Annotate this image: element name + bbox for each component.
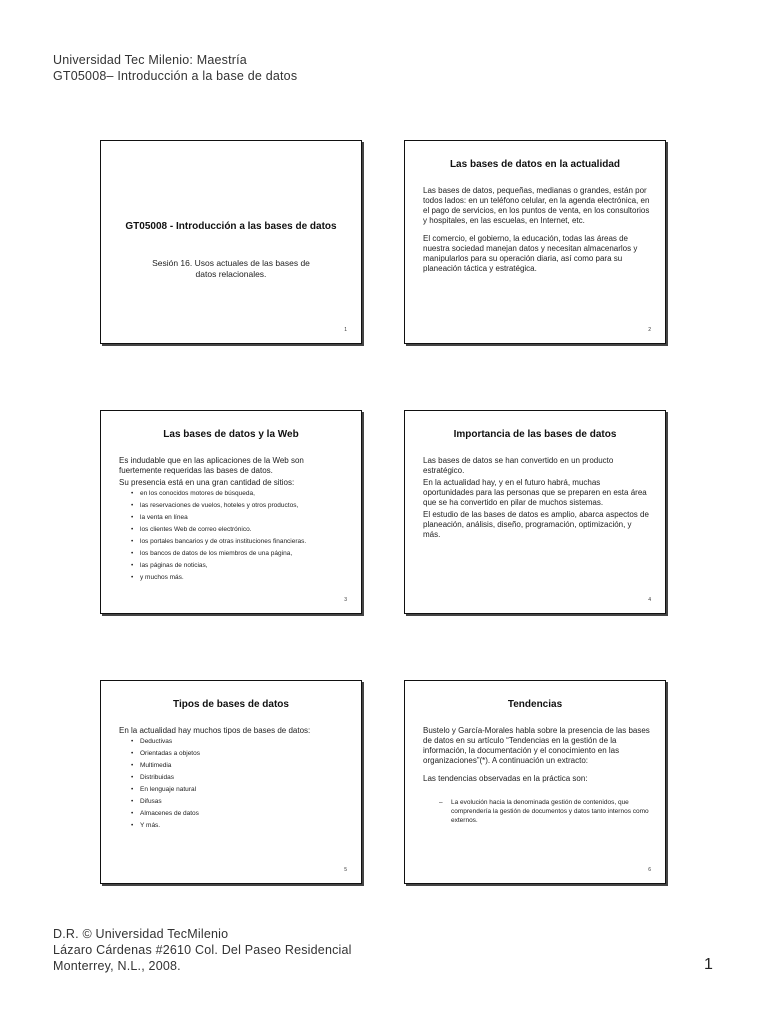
list-item: • la venta en línea [131,514,347,522]
slide-title: Las bases de datos y la Web [163,429,299,440]
slide-body [423,726,651,825]
slide-paragraph: Las tendencias observadas en la práctica son: [423,774,588,783]
slide-number: 6 [648,867,651,873]
slide-number: 1 [344,327,347,333]
slide-paragraph: Su presencia está en una gran cantidad de sitios: [119,478,295,487]
slide-2 [404,140,666,344]
dash-list [439,798,651,825]
page-header [53,52,297,84]
list-item: • las reservaciones de vuelos, hoteles y otros productos, [131,502,347,510]
list-item: • los bancos de datos de los miembros de una página, [131,550,347,558]
slide-subtitle: Sesión 16. Usos actuales de las bases de datos relacionales. [152,258,310,279]
footer-line-2: Lázaro Cárdenas #2610 Col. Del Paseo Residencial [53,943,352,957]
slide-number: 4 [648,597,651,603]
header-line-1: Universidad Tec Milenio: Maestría [53,53,247,67]
slide-paragraph: El comercio, el gobierno, la educación, todas las áreas de nuestra sociedad manejan datos y necesitan almacenarlos y manipularlos para su operación diaria, así como para su planeación táctica y estratégica. [423,234,638,273]
list-item: • Distribuidas [131,774,347,782]
slide-body [423,456,651,542]
list-item: • En lenguaje natural [131,786,347,794]
list-item: • Y más. [131,822,347,830]
slide-title: Importancia de las bases de datos [453,429,617,440]
slide-body [423,186,651,276]
footer-line-1: D.R. © Universidad TecMilenio [53,927,229,941]
slide-paragraph: En la actualidad hay, y en el futuro habrá, muchas oportunidades para las personas que se preparen en esta área que se ha convertido en pilar de muchos sistemas. [423,478,647,507]
slide-1 [100,140,362,344]
list-item: • Orientadas a objetos [131,750,347,758]
page-number: 1 [704,956,713,973]
slide-paragraph: Las bases de datos, pequeñas, medianas o grandes, están por todos lados: en un teléfono celular, en la agenda electrónica, en el pago de servicios, en los puntos de venta, en los consultorios y hospitales, en las escuelas, en Internet, etc. [423,186,650,225]
slide-body [119,726,347,834]
slide-number: 3 [344,597,347,603]
slide-4 [404,410,666,614]
slide-6 [404,680,666,884]
bullet-list [131,738,347,830]
slide-title: GT05008 - Introducción a las bases de datos [125,221,337,232]
list-item: • en los conocidos motores de búsqueda, [131,490,347,498]
list-item: • las páginas de noticias, [131,562,347,570]
bullet-list [131,490,347,582]
slide-title: Tipos de bases de datos [173,699,289,710]
footer-line-3: Monterrey, N.L., 2008. [53,959,181,973]
slide-title: Las bases de datos en la actualidad [449,159,621,170]
list-item: • Almacenes de datos [131,810,347,818]
slide-paragraph: En la actualidad hay muchos tipos de bases de datos: [119,726,311,735]
slide-3 [100,410,362,614]
slide-paragraph: Las bases de datos se han convertido en un producto estratégico. [423,456,614,475]
slide-body [119,456,347,586]
list-item: • los portales bancarios y de otras instituciones financieras. [131,538,347,546]
slide-paragraph: El estudio de las bases de datos es amplio, abarca aspectos de planeación, análisis, diseño, programación, optimización, y más. [423,510,649,539]
list-item: – La evolución hacia la denominada gestión de contenidos, que comprendería la gestión de documentos y datos tanto internos como externos. [439,798,651,825]
slide-number: 2 [648,327,651,333]
slide-paragraph: Es indudable que en las aplicaciones de la Web son fuertemente requeridas las bases de datos. [119,456,304,475]
slide-number: 5 [344,867,347,873]
page-footer [53,926,352,974]
list-item: • Difusas [131,798,347,806]
list-item: • Multimedia [131,762,347,770]
slide-paragraph: Bustelo y García-Morales habla sobre la presencia de las bases de datos en su artículo “Tendencias en la gestión de la información, la documentación y el conocimiento en las organizaciones”(*). A continuación un extracto: [423,726,650,765]
slide-5 [100,680,362,884]
slide-title: Tendencias [507,699,563,710]
list-item: • y muchos más. [131,574,347,582]
list-item: • los clientes Web de correo electrónico. [131,526,347,534]
header-line-2: GT05008– Introducción a la base de datos [53,69,298,83]
list-item: • Deductivas [131,738,347,746]
